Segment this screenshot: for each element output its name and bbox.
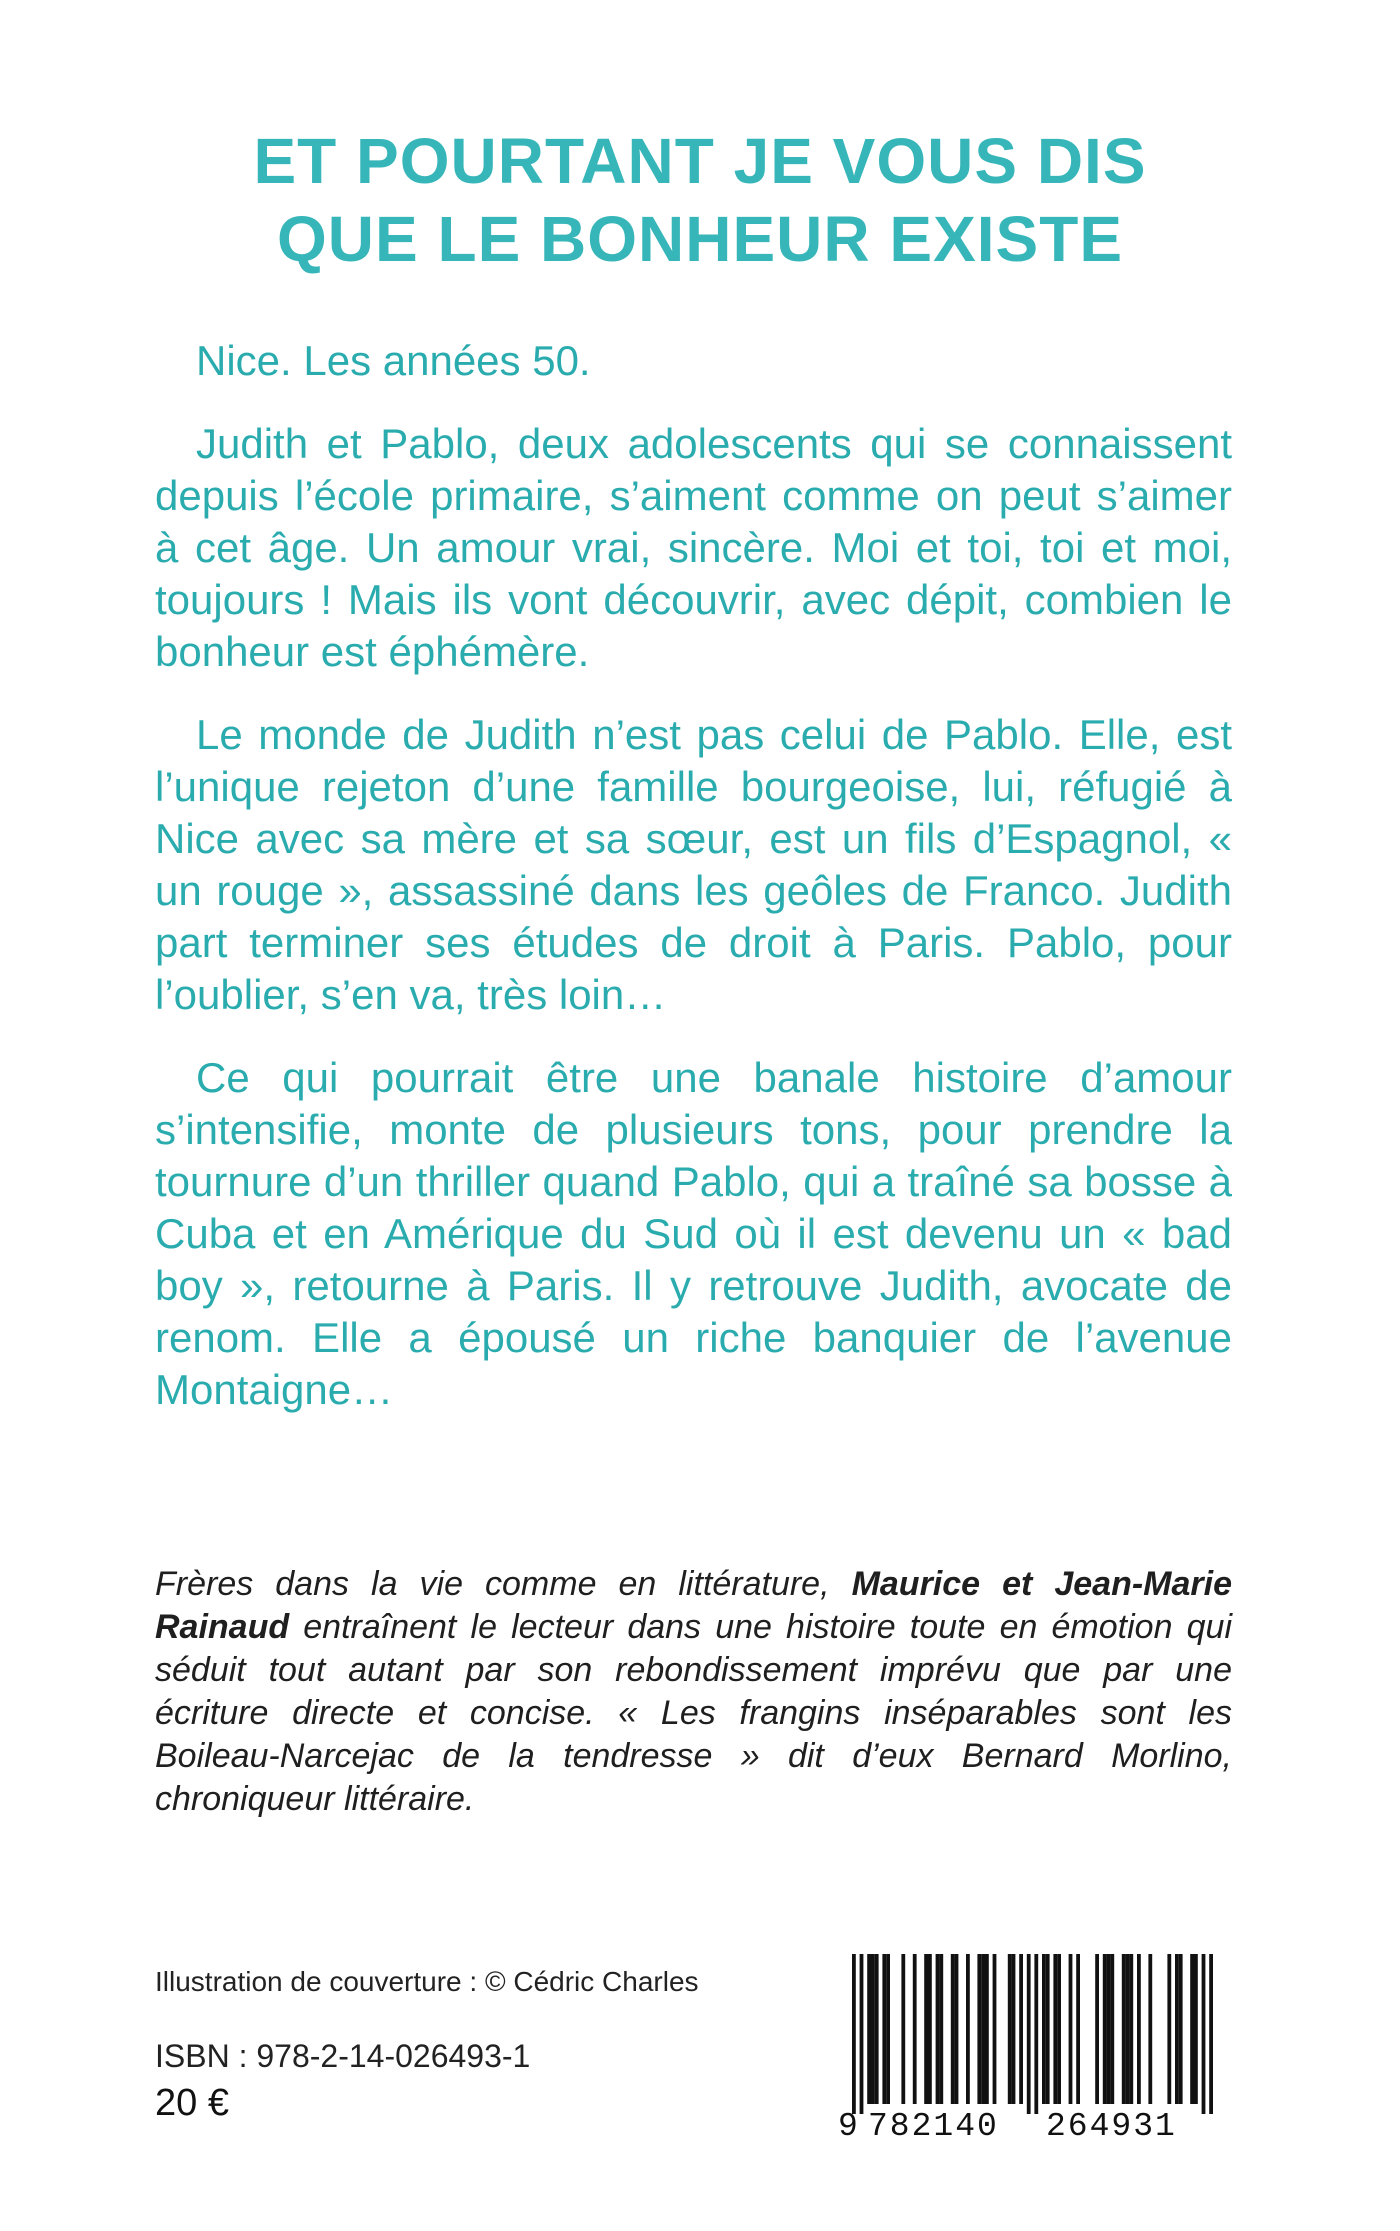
barcode-bar: [882, 1954, 886, 2104]
barcode-bar: [1190, 1954, 1194, 2104]
barcode-bar: [1012, 1954, 1016, 2104]
barcode-bar: [901, 1954, 905, 2104]
barcode-lead-digit: 9: [838, 2108, 860, 2145]
author-bio-rest: entraînent le lecteur dans une histoire toute en émotion qui séduit tout autant par son rebondissement imprévu que par une écriture directe et concise. « Les frangins inséparables sont les Boileau-Narcejac de la tendresse » dit d’eux Bernard Morlino, chroniqueur littéraire.: [155, 1608, 1232, 1818]
barcode-bar: [1148, 1954, 1152, 2104]
barcode-bar: [939, 1954, 943, 2104]
barcode-bar: [1034, 1954, 1038, 2114]
barcode-bar: [1027, 1954, 1031, 2114]
author-bio: [155, 1563, 1232, 1821]
synopsis-paragraph: Judith et Pablo, deux adolescents qui se connaissent depuis l’école primaire, s’aiment comme on peut s’aimer à cet âge. Un amour vrai, sincère. Moi et toi, toi et moi, toujours ! Mais ils vont découvrir, avec dépit, combien le bonheur est éphémère.: [155, 420, 1232, 675]
barcode-bar: [1175, 1954, 1179, 2104]
barcode-bar: [924, 1954, 928, 2104]
barcode-bars: [838, 1954, 1230, 2114]
book-title-line-2: QUE LE BONHEUR EXISTE: [277, 203, 1123, 275]
barcode-bar: [1137, 1954, 1141, 2104]
book-title: [0, 122, 1400, 278]
barcode-bar: [886, 1954, 890, 2104]
author-bio-intro: Frères dans la vie comme en littérature,: [155, 1565, 852, 1603]
synopsis-paragraph: Le monde de Judith n’est pas celui de Pablo. Elle, est l’unique rejeton d’une famille bourgeoise, lui, réfugié à Nice avec sa mère et sa sœur, est un fils d’Espagnol, « un rouge », assassiné dans les geôles de Franco. Judith part terminer ses études de droit à Paris. Pablo, pour l’oublier, s’en va, très loin…: [155, 711, 1232, 1018]
barcode-bar: [928, 1954, 932, 2104]
barcode-bar: [1053, 1954, 1057, 2104]
barcode-bar: [951, 1954, 955, 2104]
barcode-bar: [913, 1954, 917, 2104]
illustration-credit: Illustration de couverture : © Cédric Charles: [155, 1966, 699, 1997]
barcode-bar: [875, 1954, 879, 2104]
barcode-bar: [1179, 1954, 1183, 2104]
barcode-bar: [1008, 1954, 1012, 2104]
price: 20 €: [155, 2082, 229, 2124]
barcode-bar: [1057, 1954, 1061, 2104]
barcode-bar: [981, 1954, 985, 2104]
barcode-bar: [1107, 1954, 1111, 2104]
barcode-bar: [867, 1954, 871, 2104]
barcode-bar: [1194, 1954, 1198, 2104]
barcode-bar: [1209, 1954, 1213, 2114]
author-names: Maurice et Jean-Marie Rainaud: [155, 1565, 1232, 1646]
barcode-bar: [1202, 1954, 1206, 2114]
barcode-bar: [955, 1954, 959, 2104]
barcode-bar: [1042, 1954, 1046, 2104]
barcode-bar: [1167, 1954, 1171, 2104]
barcode-bar: [1095, 1954, 1099, 2104]
barcode: [838, 1954, 1230, 2154]
barcode-bar: [1069, 1954, 1073, 2104]
barcode-group-1: 782140: [868, 2108, 999, 2145]
barcode-bar: [1122, 1954, 1126, 2104]
book-title-line-1: ET POURTANT JE VOUS DIS: [253, 125, 1147, 197]
synopsis-paragraph: Nice. Les années 50.: [196, 337, 591, 384]
barcode-group-2: 264931: [1046, 2108, 1177, 2145]
barcode-bar: [1019, 1954, 1023, 2104]
barcode-bar: [871, 1954, 875, 2104]
barcode-bar: [852, 1954, 856, 2114]
barcode-bar: [1110, 1954, 1114, 2104]
barcode-bar: [860, 1954, 864, 2114]
barcode-bar: [966, 1954, 970, 2104]
barcode-bar: [936, 1954, 940, 2104]
synopsis-paragraph: Ce qui pourrait être une banale histoire d’amour s’intensifie, monte de plusieurs tons, pour prendre la tournure d’un thriller quand Pablo, qui a traîné sa bosse à Cuba et en Amérique du Sud où il est devenu un « bad boy », retourne à Paris. Il y retrouve Judith, avocate de renom. Elle a épousé un riche banquier de l’avenue Montaigne…: [155, 1054, 1232, 1413]
barcode-bar: [1046, 1954, 1050, 2104]
barcode-bar: [977, 1954, 981, 2104]
barcode-bar: [985, 1954, 989, 2104]
barcode-bar: [1103, 1954, 1107, 2104]
barcode-bar: [1129, 1954, 1133, 2104]
barcode-bar: [993, 1954, 997, 2104]
isbn: ISBN : 978-2-14-026493-1: [155, 2038, 531, 2074]
synopsis: [155, 335, 1232, 1447]
barcode-bar: [1126, 1954, 1130, 2104]
barcode-bar: [1076, 1954, 1080, 2104]
